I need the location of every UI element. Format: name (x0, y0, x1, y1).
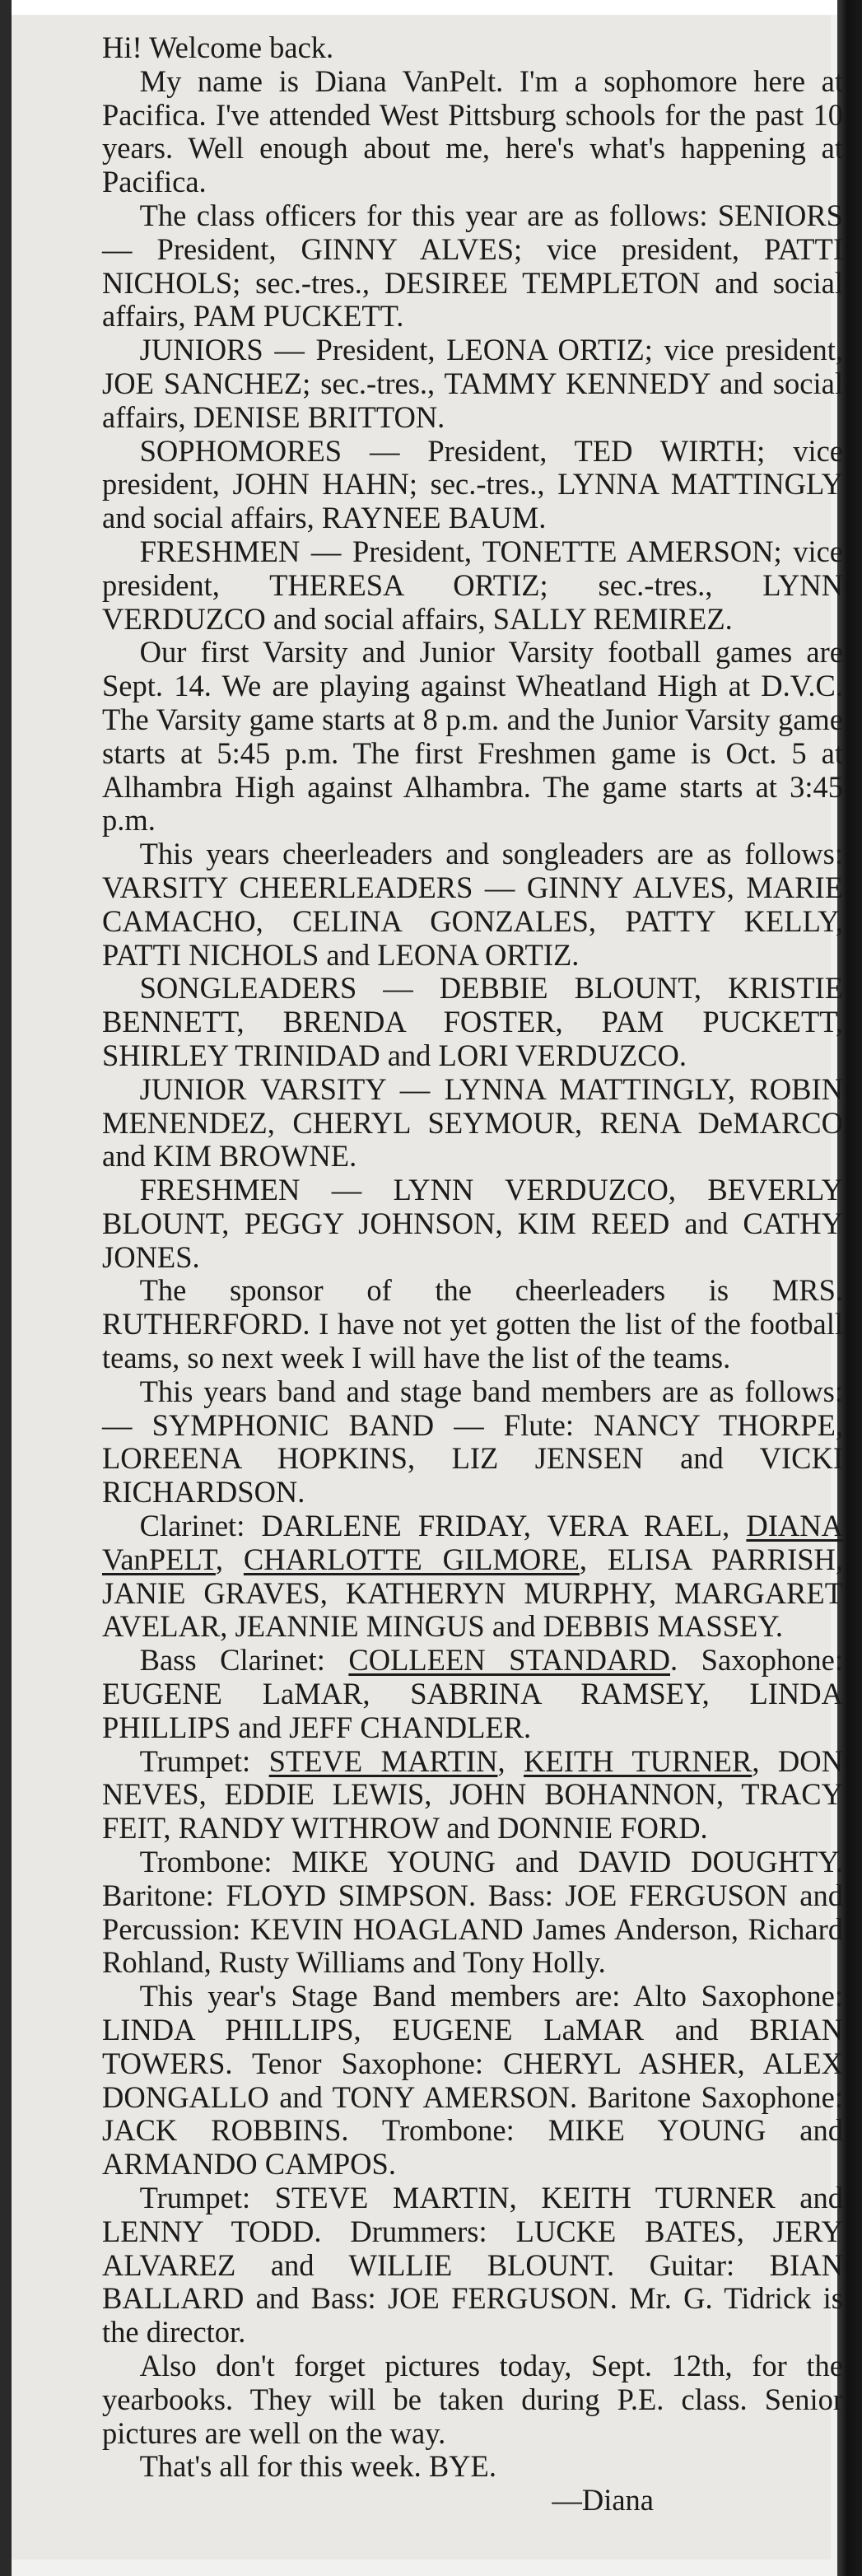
greeting: Hi! Welcome back. (102, 30, 334, 64)
paragraph-closing: That's all for this week. BYE. (139, 2449, 496, 2484)
newspaper-column (12, 15, 844, 2560)
paragraph-bass-clarinet (102, 1644, 843, 1744)
paragraph-freshmen: FRESHMEN — President, TONETTE AMERSON; vice president, THERESA ORTIZ; sec.-tres., LYNN VERDUZCO and social affairs, SALLY REMIREZ. (102, 534, 843, 636)
paragraph-pictures: Also don't forget pictures today, Sept. 12th, for the yearbooks. They will be taken during P.E. class. Senior pictures are well on the way. (102, 2348, 843, 2450)
underlined-name: CHARLOTTE GILMORE (243, 1542, 580, 1576)
clarinet-text-after: , ELISA PARRISH, JANIE GRAVES, KATHERYN MURPHY, MARGARET AVELAR, JEANNIE MINGUS and DEBBIS MASSEY. (102, 1542, 844, 1644)
trumpet-separator: , (497, 1743, 524, 1778)
bass-clarinet-text-before: Bass Clarinet: (139, 1643, 349, 1678)
left-scan-edge (0, 0, 12, 2576)
paragraph-trombone: Trombone: MIKE YOUNG and DAVID DOUGHTY. Baritone: FLOYD SIMPSON. Bass: JOE FERGUSON and Percussion: KEVIN HOAGLAND James Anderson, Richard Rohland, Rusty Williams and Tony Holly. (102, 1845, 843, 1980)
underlined-name: DIANA VanPELT (102, 1509, 843, 1576)
paragraph-freshmen-cheer: FRESHMEN — LYNN VERDUZCO, BEVERLY BLOUNT, PEGGY JOHNSON, KIM REED and CATHY JONES. (102, 1173, 843, 1274)
signature: —Diana (552, 2483, 654, 2518)
paragraph-seniors: The class officers for this year are as follows: SENIORS — President, GINNY ALVES; vice president, PATTI NICHOLS; sec.-tres., DESIREE TEMPLETON and social affairs, PAM PUCKETT. (102, 198, 843, 334)
paragraph-stage-trumpet: Trumpet: STEVE MARTIN, KEITH TURNER and LENNY TODD. Drummers: LUCKE BATES, JERY ALVAREZ and WILLIE BLOUNT. Guitar: BIAN BALLARD and Bass: JOE FERGUSON. Mr. G. Tidrick is the director. (102, 2181, 843, 2350)
paragraph-songleaders: SONGLEADERS — DEBBIE BLOUNT, KRISTIE BENNETT, BRENDA FOSTER, PAM PUCKETT, SHIRLEY TRINIDAD and LORI VERDUZCO. (102, 971, 843, 1072)
underlined-name: KEITH TURNER (524, 1743, 753, 1778)
paragraph-cheerleaders: This years cheerleaders and songleaders are as follows: VARSITY CHEERLEADERS — GINNY ALVES, MARIE CAMACHO, CELINA GONZALES, PATTY KELLY, PATTI NICHOLS and LEONA ORTIZ. (102, 837, 843, 972)
paragraph-junior-varsity: JUNIOR VARSITY — LYNNA MATTINGLY, ROBIN MENENDEZ, CHERYL SEYMOUR, RENA DeMARCO and KIM BROWNE. (102, 1071, 843, 1174)
underlined-name: COLLEEN STANDARD (348, 1643, 670, 1678)
paragraph-sponsor: The sponsor of the cheerleaders is MRS. RUTHERFORD. I have not yet gotten the list of the football teams, so next week I will have the list of the teams. (102, 1273, 843, 1375)
trumpet-text-before: Trumpet: (139, 1743, 269, 1778)
top-margin (0, 0, 862, 15)
paragraph-football: Our first Varsity and Junior Varsity football games are Sept. 14. We are playing against Wheatland High at D.V.C. The Varsity game starts at 8 p.m. and the Junior Varsity game starts at 5:45 p.m. The first Freshmen game is Oct. 5 at Alhambra High against Alhambra. The game starts at 3:45 p.m. (102, 635, 843, 838)
paragraph-juniors: JUNIORS — President, LEONA ORTIZ; vice president, JOE SANCHEZ; sec.-tres., TAMMY KENNEDY and social affairs, DENISE BRITTON. (102, 333, 843, 434)
article-body (102, 31, 843, 2518)
trumpet-text-after: , DON NEVES, EDDIE LEWIS, JOHN BOHANNON, TRACY FEIT, RANDY WITHROW and DONNIE FORD. (102, 1743, 844, 1846)
bass-clarinet-text-after: . Saxophone: EUGENE LaMAR, SABRINA RAMSEY, LINDA PHILLIPS and JEFF CHANDLER. (102, 1643, 844, 1744)
paragraph-sophomores: SOPHOMORES — President, TED WIRTH; vice president, JOHN HAHN; sec.-tres., LYNNA MATTINGLY and social affairs, RAYNEE BAUM. (102, 433, 843, 535)
paragraph-stage-band: This year's Stage Band members are: Alto Saxophone: LINDA PHILLIPS, EUGENE LaMAR and BRIAN TOWERS. Tenor Saxophone: CHERYL ASHER, ALEX DONGALLO and TONY AMERSON. Baritone Saxophone: JACK ROBBINS. Trombone: MIKE YOUNG and ARMANDO CAMPOS. (102, 1979, 843, 2182)
clarinet-text-before: Clarinet: DARLENE FRIDAY, VERA RAEL, (139, 1509, 747, 1543)
paragraph-clarinet (102, 1510, 843, 1644)
paragraph-band-intro: This years band and stage band members are as follows: — SYMPHONIC BAND — Flute: NANCY THORPE, LOREENA HOPKINS, LIZ JENSEN and VICKI RICHARDSON. (102, 1374, 843, 1510)
paragraph-trumpet (102, 1745, 843, 1846)
underlined-name: STEVE MARTIN (268, 1743, 498, 1778)
clarinet-separator: , (215, 1542, 244, 1576)
paragraph-intro: My name is Diana VanPelt. I'm a sophomore here at Pacifica. I've attended West Pittsburg schools for the past 10 years. Well enough about me, here's what's happening at Pacifica. (102, 63, 843, 199)
